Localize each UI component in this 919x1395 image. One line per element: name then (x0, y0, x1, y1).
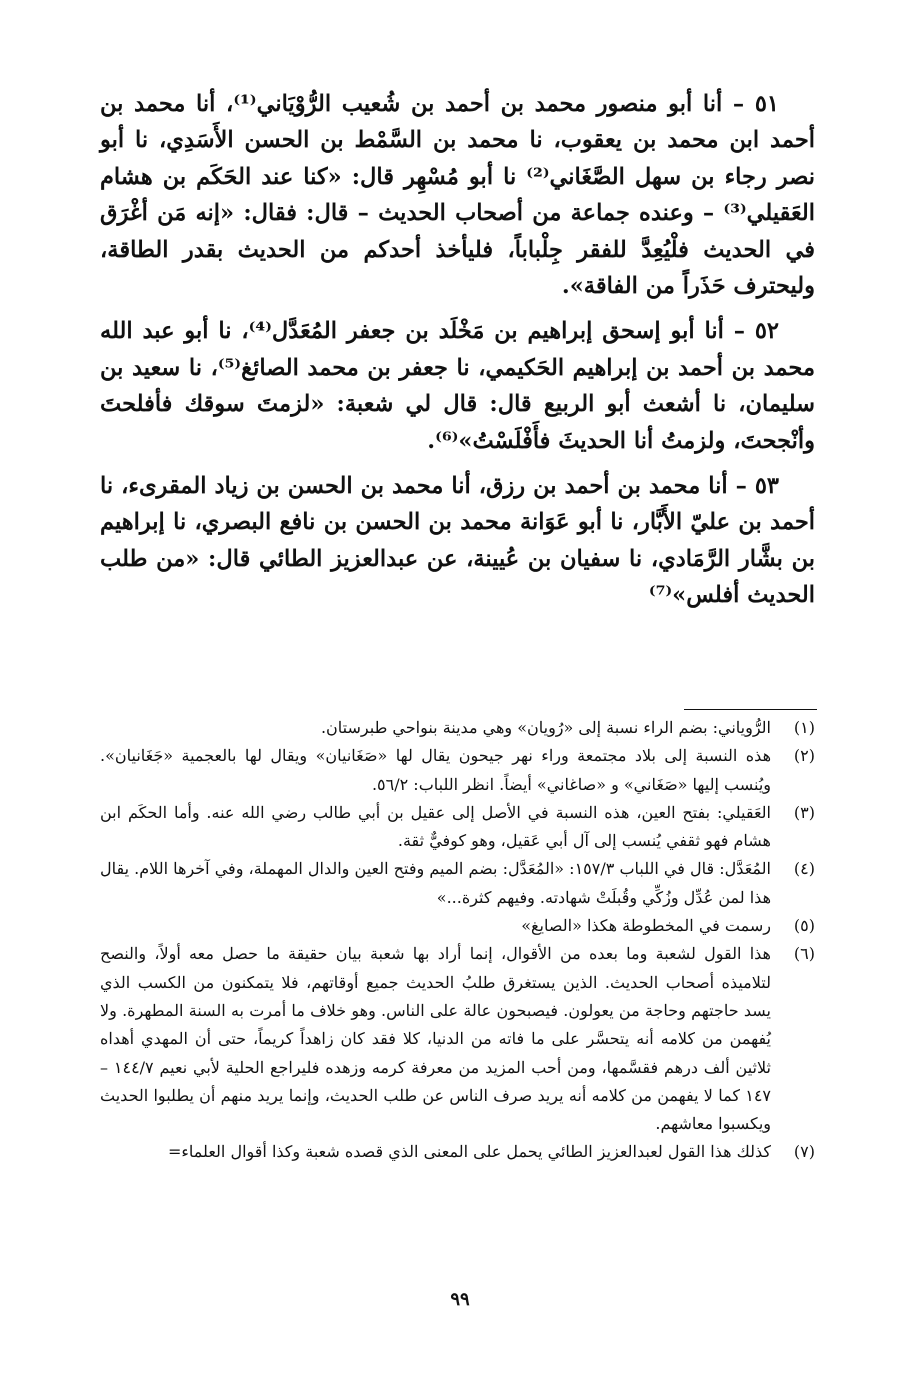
hadith-53-paragraph: ٥٣ – أنا محمد بن أحمد بن رزق، أنا محمد بن الحسن بن زياد المقرىء، نا أحمد بن عليّ الأَبَّار، نا أبو عَوَانة محمد بن الحسن بن نافع البصري، نا إبراهيم بن بشَّار الرَّمَادي، نا سفيان بن عُيينة، عن عبدالعزيز الطائي قال: «من طلب الحديث أفلس»⁽⁷⁾ (100, 473, 815, 609)
footnote-3 (100, 799, 815, 856)
hadith-51-paragraph: ٥١ – أنا أبو منصور محمد بن أحمد بن شُعيب الرُّوْيَاني⁽¹⁾، أنا محمد بن أحمد ابن محمد بن يعقوب، نا محمد بن السَّمْط بن الحسن الأَسَدِي، نا أبو نصر رجاء بن سهل الصَّغَاني⁽²⁾ نا أبو مُسْهِر قال: «كنا عند الحَكَم بن هشام العَقيلي⁽³⁾ – وعنده جماعة من أصحاب الحديث – قال: فقال: «إنه مَن أغْرَق في الحديث فلْيُعِدَّ للفقر جِلْباباً، فليأخذ أحدكم من الحديث بقدر الطاقة، وليحترف حَذَراً من الفاقة». (100, 91, 816, 300)
footnote-text: هذه النسبة إلى بلاد مجتمعة وراء نهر جيحون يقال لها «صَغَانيان» ويقال لها بالعجمية «جَغَانيان». ويُنسب إليها «صَغَاني» و «صاغاني» أيضاً. انظر اللباب: ٥٦/٢. (100, 746, 772, 794)
footnote-number: (٥) (793, 916, 815, 936)
footnote-4 (100, 855, 815, 912)
footnotes (100, 714, 815, 1167)
footnote-7 (100, 1138, 815, 1166)
footnote-2 (100, 742, 815, 799)
footnote-number: (٧) (793, 1142, 815, 1162)
footnote-number: (٢) (793, 746, 815, 766)
footnote-5 (100, 912, 815, 940)
footnote-6 (100, 940, 815, 1138)
footnote-number: (٤) (793, 859, 815, 879)
footnote-text: هذا القول لشعبة وما بعده من الأقوال، إنما أراد بها شعبة بيان حقيقة ما حصل معه أولاً، والنصح لتلاميذه أصحاب الحديث. الذين يستغرق طلبُ الحديث جميع أوقاتهم، فلا يتمكنون من الكسب الذي يسد حاجتهم وحاجة من يعولون. فيصبحون عالة على الناس. وهو خلاف ما أمرت به السنة المطهرة. ولا يُفهمن من كلامه أنه يتحسَّر على ما فاته من الدنيا، كلا فقد كان زاهداً كريماً، حتى أن المهدي أهداه ثلاثين ألف درهم فقسَّمها، ومن أحب المزيد من معرفة كرمه وزهده فليراجع الحلية لأبي نعيم ١٤٤/٧ – ١٤٧ كما لا يفهمن من كلامه أنه يريد صرف الناس عن طلب الحديث، وإنما يريد منهم أن يطلبوا الحديث ويكسبوا معاشهم. (100, 944, 772, 1134)
footnote-number: (١) (793, 718, 815, 737)
footnote-text: رسمت في المخطوطة هكذا «الصايغ» (521, 916, 771, 936)
footnote-number: (٣) (793, 802, 815, 822)
footnote-text: الرُّوياني: بضم الراء نسبة إلى «رُويان» وهي مدينة بنواحي طبرستان. (320, 718, 771, 737)
footnote-text: المُعَدَّل: قال في اللباب ١٥٧/٣: «المُعَدَّل: بضم الميم وفتح العين والدال المهملة، وفي آخرها اللام. يقال هذا لمن عُدِّل وزُكِّي وقُبلَتْ شهادته. وفيهم كثرة...» (100, 859, 771, 907)
page-number: ٩٩ (450, 1289, 470, 1310)
footnote-text: كذلك هذا القول لعبدالعزيز الطائي يحمل على المعنى الذي قصده شعبة وكذا أقوال العلماء= (167, 1142, 771, 1162)
footnote-separator (684, 709, 817, 710)
hadith-52-paragraph: ٥٢ – أنا أبو إسحق إبراهيم بن مَخْلَد بن جعفر المُعَدَّل⁽⁴⁾، نا أبو عبد الله محمد بن أحمد بن إبراهيم الحَكيمي، نا جعفر بن محمد الصائغ⁽⁵⁾، نا سعيد بن سليمان، نا أشعث أبو الربيع قال: قال لي شعبة: «لزمتَ سوقك فأفلحتَ وأنْجحتَ، ولزمتُ أنا الحديثَ فأَفْلَسْتُ»⁽⁶⁾. (100, 318, 815, 454)
footnote-text: العَقيلي: بفتح العين، هذه النسبة في الأصل إلى عقيل بن أبي طالب رضي الله عنه. وأما الحكَم ابن هشام فهو ثقفي يُنسب إلى آل أبي عَقيل، وهو كوفيٌّ ثقة. (100, 802, 771, 851)
main-text (100, 86, 815, 614)
footnote-1 (100, 714, 815, 742)
footnote-number: (٦) (793, 944, 815, 964)
